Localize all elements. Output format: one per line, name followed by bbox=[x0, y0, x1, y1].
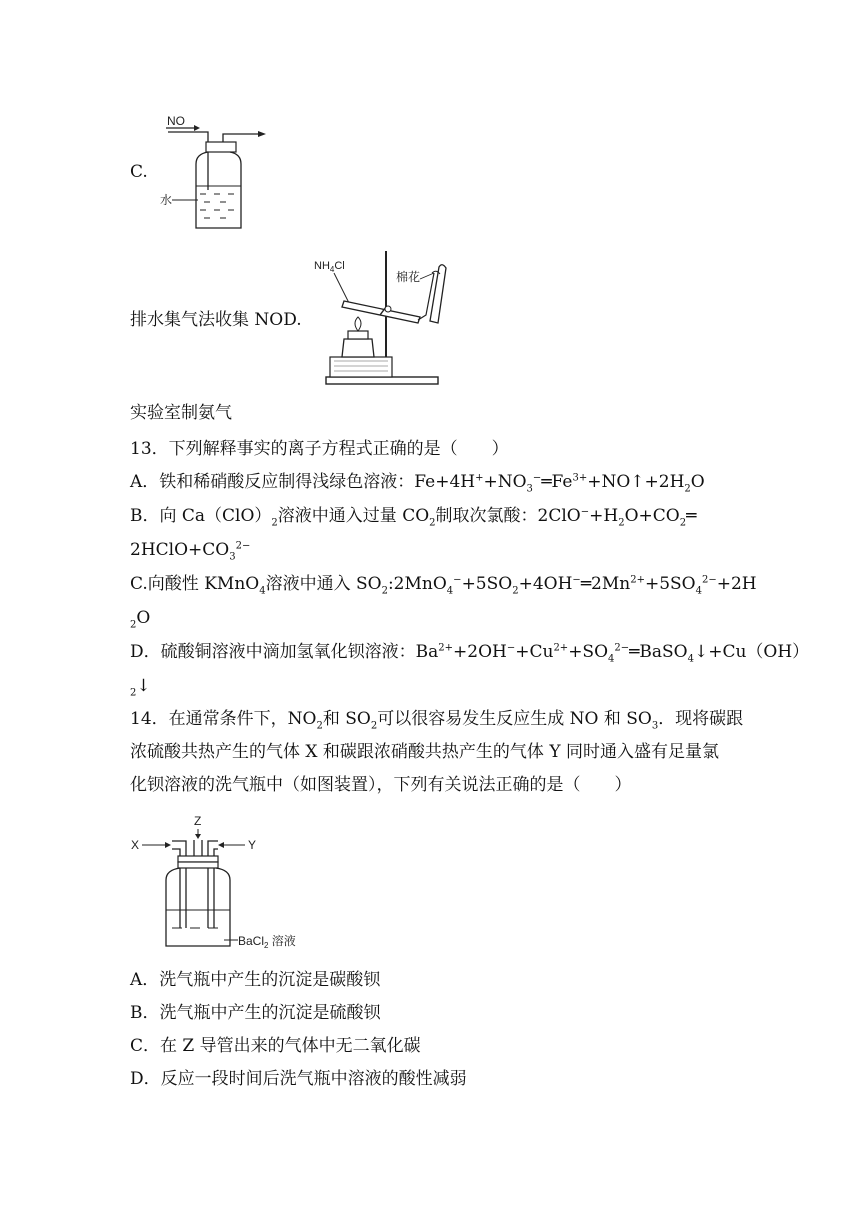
q13-option-d: D．硫酸铜溶液中滴加氢氧化钡溶液：$Ba^{2+}+2OH^-+Cu^{2+}+SO_4^{2-}═BaSO_4↓+Cu(OH)$ bbox=[130, 642, 810, 665]
z-label: Z bbox=[194, 814, 202, 828]
y-label: Y bbox=[248, 838, 257, 852]
option-c-label: C. bbox=[130, 162, 148, 182]
q14-stem-line1: 14．在通常条件下，$NO_2$和 $SO_2$可以很容易发生反应生成 NO 和 $SO_3$．现将碳跟 bbox=[130, 709, 744, 732]
gas-label-no: NO bbox=[167, 114, 185, 128]
q14-stem-line3: 化钡溶液的洗气瓶中（如图装置），下列有关说法正确的是（ ） bbox=[130, 775, 632, 795]
bacl2-solution-label: BaCl$_2$ 溶液 bbox=[238, 934, 296, 950]
wash-bottle-figure bbox=[128, 812, 298, 954]
q14-option-b: B．洗气瓶中产生的沉淀是硫酸钡 bbox=[130, 1003, 381, 1023]
q13-stem: 13．下列解释事实的离子方程式正确的是（ ） bbox=[130, 439, 509, 459]
q13-option-b: B．向 $Ca(ClO)_2$溶液中通入过量 $CO_2$制取次氯酸：$2ClO^-+H_2O+CO_2═$ bbox=[130, 506, 697, 529]
q13-option-d-cont: $_2$↓ bbox=[130, 676, 151, 699]
q13-option-c-cont: $_2$O bbox=[130, 608, 151, 631]
cotton-label: 棉花 bbox=[396, 270, 421, 284]
x-label: X bbox=[131, 838, 140, 852]
ammonia-apparatus-figure bbox=[308, 243, 458, 393]
reagent-label: $NH_4Cl$ bbox=[314, 260, 345, 274]
water-label: 水 bbox=[160, 193, 173, 207]
q14-stem-line2: 浓硫酸共热产生的气体 X 和碳跟浓硝酸共热产生的气体 Y 同时通入盛有足量氯 bbox=[130, 742, 719, 762]
caption-option-c: 排水集气法收集 NOD. bbox=[130, 310, 302, 330]
gas-collection-figure bbox=[158, 108, 276, 234]
q13-option-a: A．铁和稀硝酸反应制得浅绿色溶液：$Fe+4H^++NO_3^-═Fe^{3+}+NO↑+2H_2O$ bbox=[130, 472, 705, 495]
q14-option-c: C．在 Z 导管出来的气体中无二氧化碳 bbox=[130, 1036, 421, 1056]
q13-option-b-cont: $2HClO+CO_3^{2-}$ bbox=[130, 540, 251, 563]
q14-option-a: A．洗气瓶中产生的沉淀是碳酸钡 bbox=[130, 970, 381, 990]
q13-option-c: C.向酸性 KMnO$_4$溶液中通入 $SO_2:2MnO_4^-+5SO_2+4OH^-═2Mn^{2+}+5SO_4^{2-}+2H$ bbox=[130, 574, 757, 597]
caption-option-d: 实验室制氨气 bbox=[130, 403, 232, 423]
q14-option-d: D．反应一段时间后洗气瓶中溶液的酸性减弱 bbox=[130, 1069, 467, 1089]
